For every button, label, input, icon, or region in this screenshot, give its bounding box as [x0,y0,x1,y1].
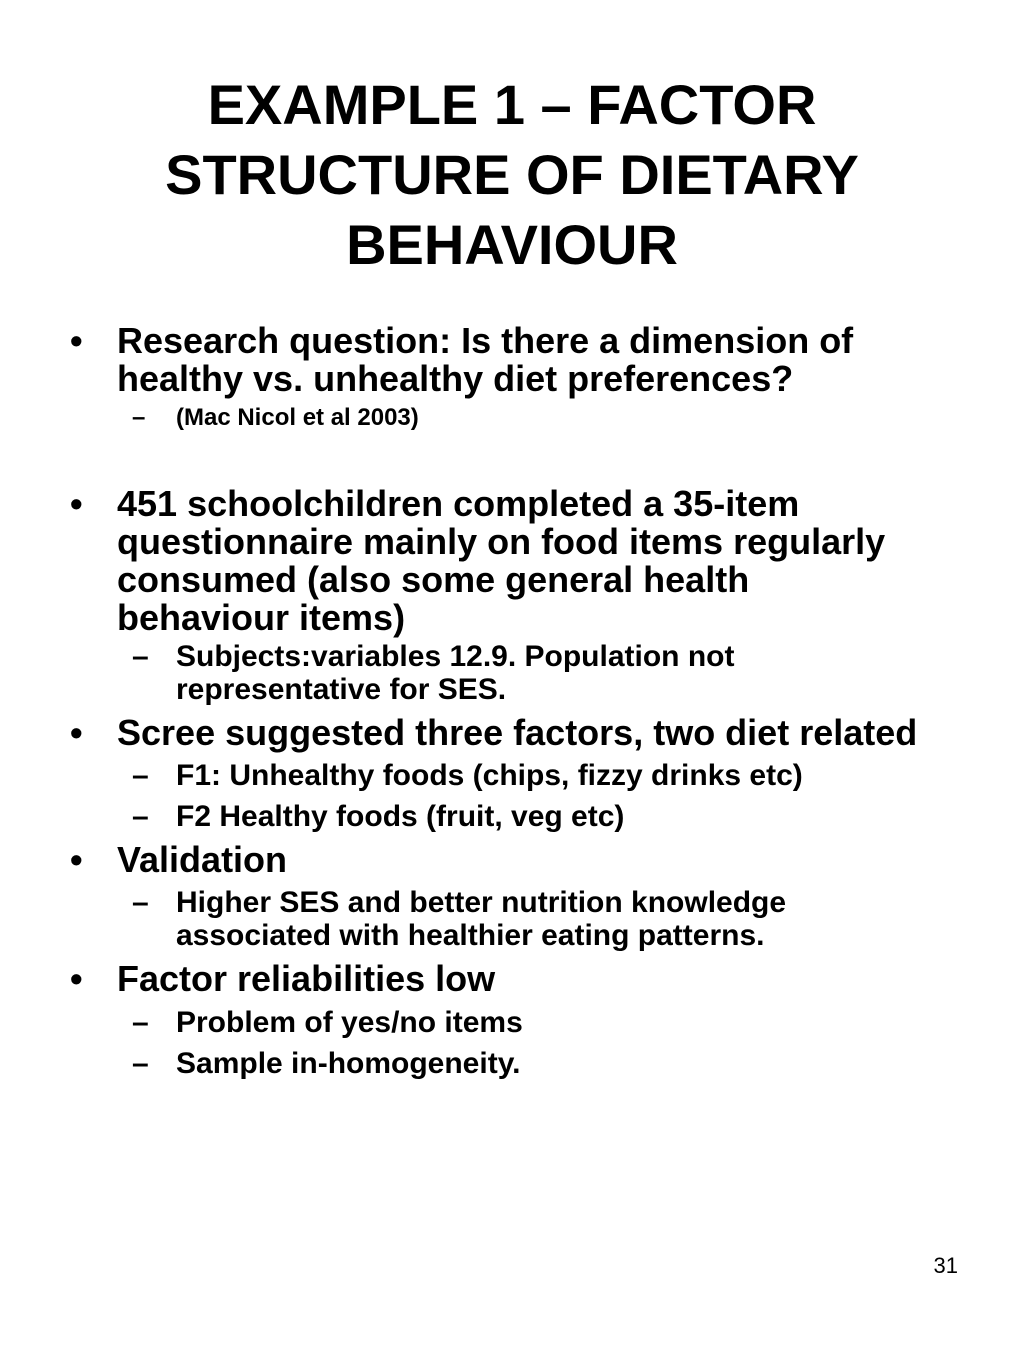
sub-bullet-line: F2 Healthy foods (fruit, veg etc) [176,800,625,833]
bullet-text [117,322,977,398]
bullet-text [117,841,977,879]
sub-bullet-text [176,640,976,706]
sub-bullet-text [176,800,976,833]
bullet-line: consumed (also some general health [117,559,750,600]
title-line: BEHAVIOUR [346,213,678,276]
bullet-line: Factor reliabilities low [117,958,496,999]
bullet-line: Validation [117,839,288,880]
sub-bullet-text [176,759,976,792]
bullet-text [117,485,977,637]
bullet-icon: • [70,958,83,999]
sub-bullet-line: Problem of yes/no items [176,1006,523,1039]
bullet-line: Research question: Is there a dimension of [117,320,854,361]
sub-bullet-text [176,404,976,432]
slide-title [60,70,964,280]
title-line: STRUCTURE OF DIETARY [165,143,859,206]
bullet-icon: • [70,712,83,753]
sub-bullet-line: Higher SES and better nutrition knowledge [176,886,787,919]
sub-bullet-line: Subjects:variables 12.9. Population not [176,640,735,673]
sub-bullet-text [176,886,976,952]
sub-bullet-text [176,1047,976,1080]
bullet-icon: • [70,839,83,880]
dash-icon: – [132,886,149,919]
dash-icon: – [132,1047,149,1080]
sub-bullet-line: (Mac Nicol et al 2003) [176,404,419,431]
bullet-line: questionnaire mainly on food items regularly [117,521,886,562]
bullet-line: 451 schoolchildren completed a 35-item [117,483,800,524]
bullet-icon: • [70,483,83,524]
sub-bullet-line: F1: Unhealthy foods (chips, fizzy drinks etc) [176,759,803,792]
sub-bullet-text [176,1006,976,1039]
bullet-text [117,960,977,998]
sub-bullet-line: associated with healthier eating patterns. [176,919,765,952]
dash-icon: – [132,800,149,833]
sub-bullet-line: Sample in-homogeneity. [176,1047,521,1080]
dash-icon: – [132,1006,149,1039]
bullet-line: behaviour items) [117,597,406,638]
dash-icon: – [132,404,146,431]
bullet-line: Scree suggested three factors, two diet related [117,712,918,753]
dash-icon: – [132,640,149,673]
sub-bullet-line: representative for SES. [176,673,507,706]
bullet-icon: • [70,320,83,361]
page-number: 31 [933,1253,958,1278]
bullet-line: healthy vs. unhealthy diet preferences? [117,358,794,399]
bullet-text [117,714,977,752]
dash-icon: – [132,759,149,792]
title-line: EXAMPLE 1 – FACTOR [207,73,817,136]
